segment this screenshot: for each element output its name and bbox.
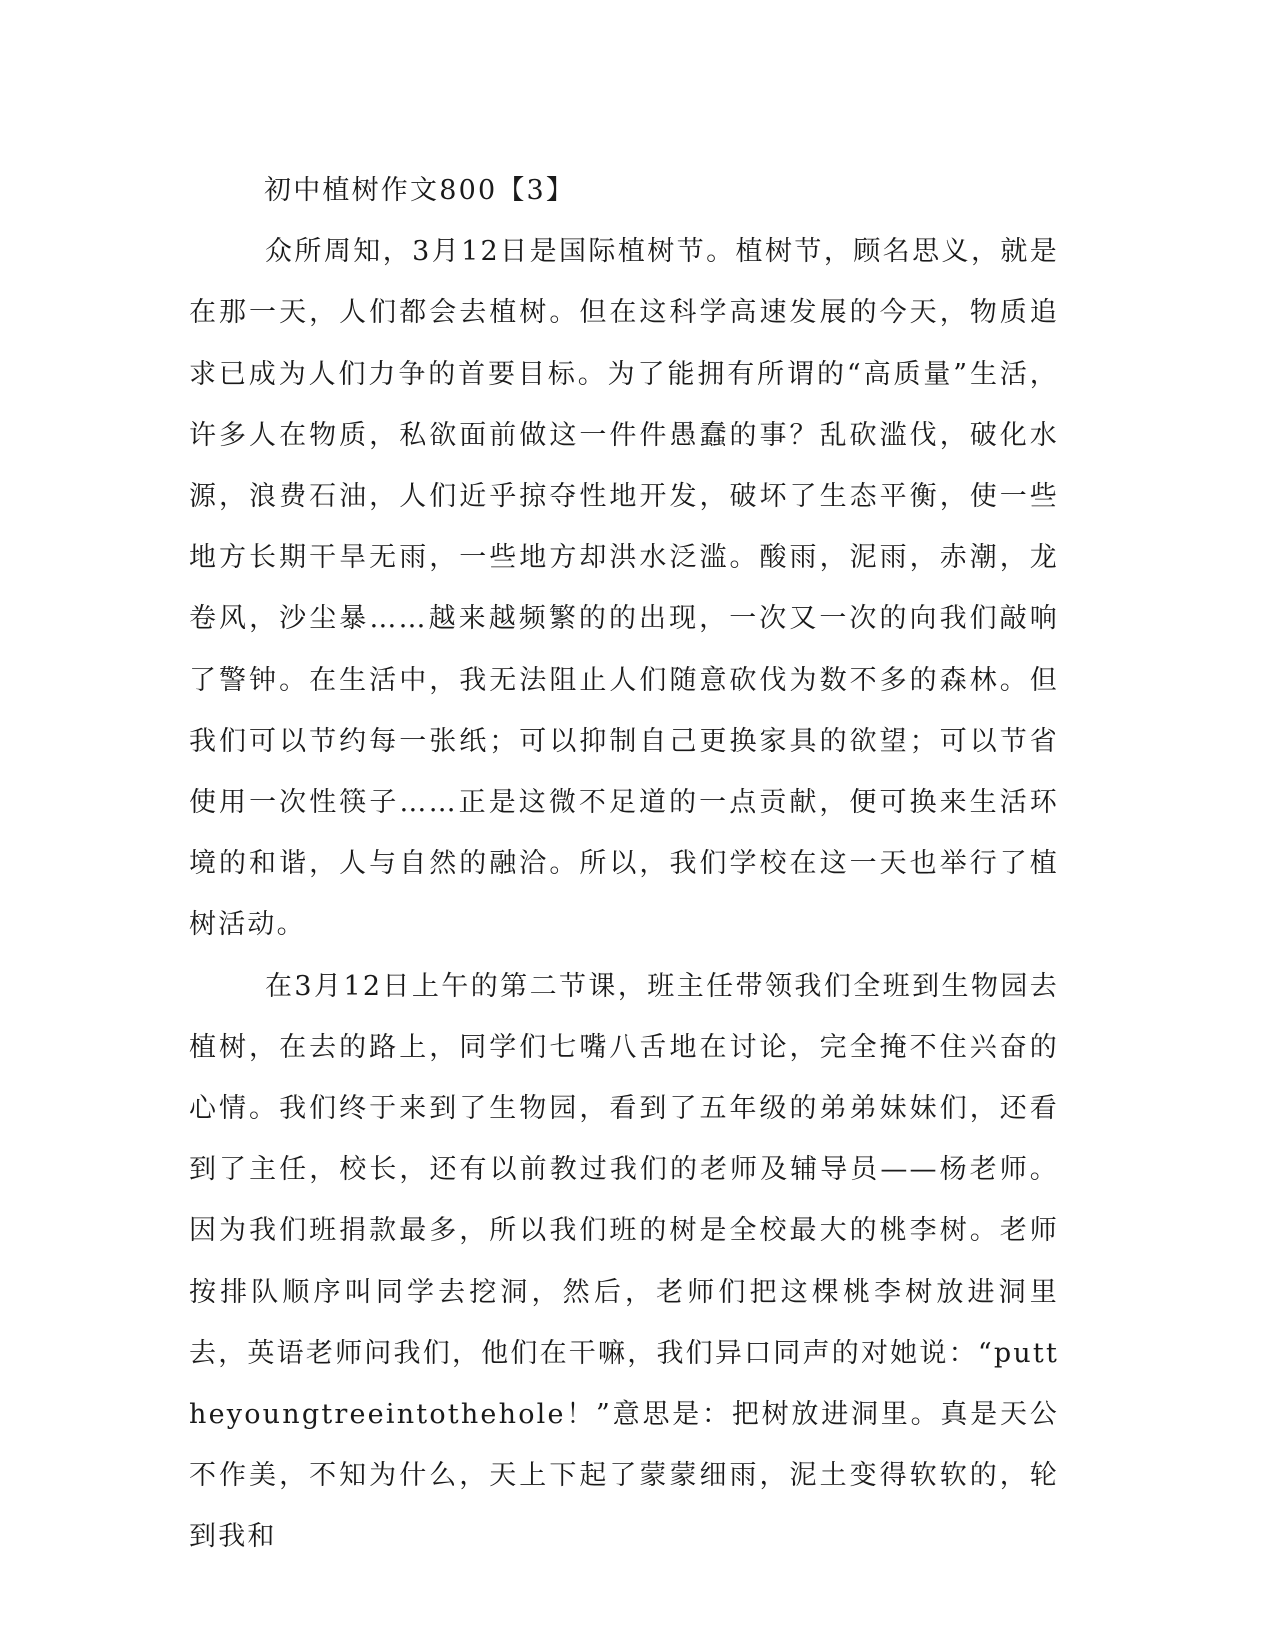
- paragraph-1: 众所周知，3月12日是国际植树节。植树节，顾名思义，就是在那一天，人们都会去植树。但在这科学高速发展的今天，物质追求已成为人们力争的首要目标。为了能拥有所谓的“高质量”生活，许多人在物质，私欲面前做这一件件愚蠢的事？乱砍滥伐，破化水源，浪费石油，人们近乎掠夺性地开发，破坏了生态平衡，使一些地方长期干旱无雨，一些地方却洪水泛滥。酸雨，泥雨，赤潮，龙卷风，沙尘暴……越来越频繁的的出现，一次又一次的向我们敲响了警钟。在生活中，我无法阻止人们随意砍伐为数不多的森林。但我们可以节约每一张纸；可以抑制自己更换家具的欲望；可以节省使用一次性筷子……正是这微不足道的一点贡献，便可换来生活环境的和谐，人与自然的融洽。所以，我们学校在这一天也举行了植树活动。: [189, 236, 1059, 941]
- paragraph-2: 在3月12日上午的第二节课，班主任带领我们全班到生物园去植树，在去的路上，同学们七嘴八舌地在讨论，完全掩不住兴奋的心情。我们终于来到了生物园，看到了五年级的弟弟妹妹们，还看到了主任，校长，还有以前教过我们的老师及辅导员——杨老师。因为我们班捐款最多，所以我们班的树是全校最大的桃李树。老师按排队顺序叫同学去挖洞，然后，老师们把这棵桃李树放进洞里去，英语老师问我们，他们在干嘛，我们异口同声的对她说：“puttheyoungtreeintothehole！”意思是：把树放进洞里。真是天公不作美，不知为什么，天上下起了蒙蒙细雨，泥土变得软软的，轮到我和: [189, 970, 1059, 1553]
- document-title: 初中植树作文800【3】: [264, 175, 576, 206]
- document-body: [189, 160, 1059, 1568]
